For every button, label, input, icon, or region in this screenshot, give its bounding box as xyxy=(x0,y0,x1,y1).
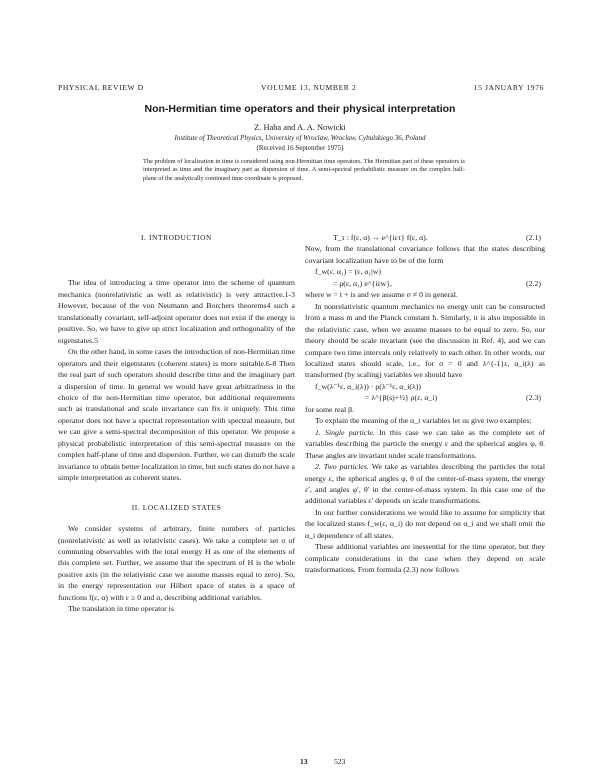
section-heading-localized-states: II. LOCALIZED STATES xyxy=(131,502,222,512)
equation-2-3-body-1: f_w(λ⁻¹ε, α_i(λ)) · ρ(λ⁻¹ε, α_i(λ)) xyxy=(315,381,421,391)
institution: Institute of Theoretical Physics, University of Wroclaw, Wroclaw, Cybulskiego 36, Poland xyxy=(174,134,426,142)
equation-2-2-body-1: f_w(ε, α₁) = (ε, α₁|w) xyxy=(315,267,381,277)
localized-paragraph-2: The translation in time operator is xyxy=(68,604,174,614)
example-two-particles xyxy=(305,461,545,507)
equation-2-2-line-2 xyxy=(305,278,545,289)
issue-date: 15 JANUARY 1976 xyxy=(473,83,544,92)
page-number: 523 xyxy=(334,757,346,766)
received-date: (Received 16 September 1975) xyxy=(256,144,344,152)
equation-2-3-line-1 xyxy=(305,381,545,392)
example-2-text: We take as variables describing the particles the total energy ε, the spherical angles φ, θ of the center-of-mass system, the energy ε′, and angles φ′, θ′ in the center-of-mass system. In this case one of the additional variables ε′ depends on scale transformations. xyxy=(305,462,546,506)
simplicity-paragraph: In our further considerations we would like to assume for simplicity that the localized states f_w(ε, α_i) do not depend on α_i and we shall omit the α_i dependence of all states. xyxy=(305,507,545,540)
volume-number: VOLUME 13, NUMBER 2 xyxy=(261,83,357,92)
example-1-text: In this case we can take as the complete set of variables describing the particle the energy ε and the spherical angles φ, θ. These angles are invariant under scale transformations. xyxy=(305,427,545,460)
where-paragraph: where w = t + is and we assume σ ≠ 0 in general. xyxy=(305,290,458,300)
running-header xyxy=(58,83,544,92)
volume-footer-number: 13 xyxy=(300,757,308,766)
right-column xyxy=(305,232,545,576)
left-column xyxy=(58,232,295,615)
abstract: The problem of localization in time is considered using non-Hermitian time operators. The Hermitian part of these operators is interpreted as time and the imaginary part as dispersion of time. A semi-spectral probabilistic measure on the complex half-plane of the analytically continued time coordinate is proposed. xyxy=(143,158,465,182)
localized-paragraph-1: We consider systems of arbitrary, finite numbers of particles (nonrelativistic as well as relativistic cases). We take a complete set σ of commuting observables with the total energy H as one of the elements of this complete set. Further, we assume that the spectrum of H is the whole positive axis (in the relativistic case we assume masses equal to zero). So, in the energy representation our Hilbert space of states is a space of functions f(ε, α) with ε ≥ 0 and α, describing additional variables. xyxy=(58,524,295,602)
equation-2-2-line-1 xyxy=(305,266,545,277)
intro-paragraph-2: On the other hand, in some cases the introduction of non-Hermitian time operators and their eigenstates (coherent states) is more suitable.6-8 Then the real part of such operators should describe time and the imaginary part a dispersion of time. In general we would have great arbitrariness in the choice of the non-Hermitian time operator, but additional requirements such as translational and scale invariance can fix it uniquely. This time operator does not have a spectral representation with spectral measure, but we can give a semi-spectral decomposition of this operator. We propose a physical probabilistic interpretation of this semi-spectral measure on the complex half-plane of time and dispersion. Further, we can disturb the scale invariance to obtain better localization in time, but such states do not have a simple interpretation as coherent states. xyxy=(58,347,295,483)
equation-2-1 xyxy=(305,232,545,243)
examples-intro: To explain the meaning of the α_i variables let us give two examples: xyxy=(315,416,532,426)
example-2-label: 2. Two particles. xyxy=(315,462,369,472)
equation-2-3-number: (2.3) xyxy=(526,393,541,403)
scale-paragraph: In nonrelativistic quantum mechanics no energy unit can be constructed from a mass m and the Planck constant ħ. Similarly, it is also impossible in the relativistic case, when we assume masses to be equal to zero. So, our theory should be scale invariant (see the discussion in Ref. 4), and we can compare two time intervals only relatively to each other. In other words, our localized states should scale, i.e., for σ = 0 and λ^{-1}ε, α_i(λ) as transformed (by scaling) variables we should have xyxy=(305,301,545,380)
equation-2-2-body-2: = ρ(ε, α₁) e^{iεw}, xyxy=(333,278,392,288)
equation-2-3-line-2 xyxy=(305,392,545,403)
covariance-paragraph: Now, from the translational covariance follows that the states describing covariant localization have to be of the form xyxy=(305,244,545,265)
equation-2-1-body: T_τ : f(ε, α) → e^{iετ} f(ε, α). xyxy=(333,233,428,242)
paper-title: Non-Hermitian time operators and their physical interpretation xyxy=(144,103,456,115)
real-beta-text: for some real β. xyxy=(305,404,354,414)
journal-name: PHYSICAL REVIEW D xyxy=(58,83,144,92)
additional-variables-paragraph: These additional variables are inessential for the time operator, but they complicate considerations in the case when they depend on scale transformations. From formula (2.3) now follows xyxy=(305,542,545,575)
authors: Z. Haba and A. A. Nowicki xyxy=(254,123,346,132)
equation-2-2-number: (2.2) xyxy=(526,278,541,288)
section-heading-introduction: I. INTRODUCTION xyxy=(141,233,212,242)
example-1-label: 1. Single particle. xyxy=(315,427,375,437)
equation-2-1-number: (2.1) xyxy=(526,233,541,242)
equation-2-3-body-2: = λ^{β(s)+½} ρ(ε, α_i) xyxy=(365,393,438,403)
intro-paragraph-1: The idea of introducing a time operator into the scheme of quantum mechanics (nonrelativistic as well as relativistic) is very attractive.1-3 However, because of the von Neumann and Borchers theorems4 such a translationally covariant, self-adjoint operator does not exist if the energy is positive. So, we have to give up strict localization and orthogonality of the eigenstates.5 xyxy=(58,278,295,345)
example-single-particle xyxy=(305,427,545,461)
